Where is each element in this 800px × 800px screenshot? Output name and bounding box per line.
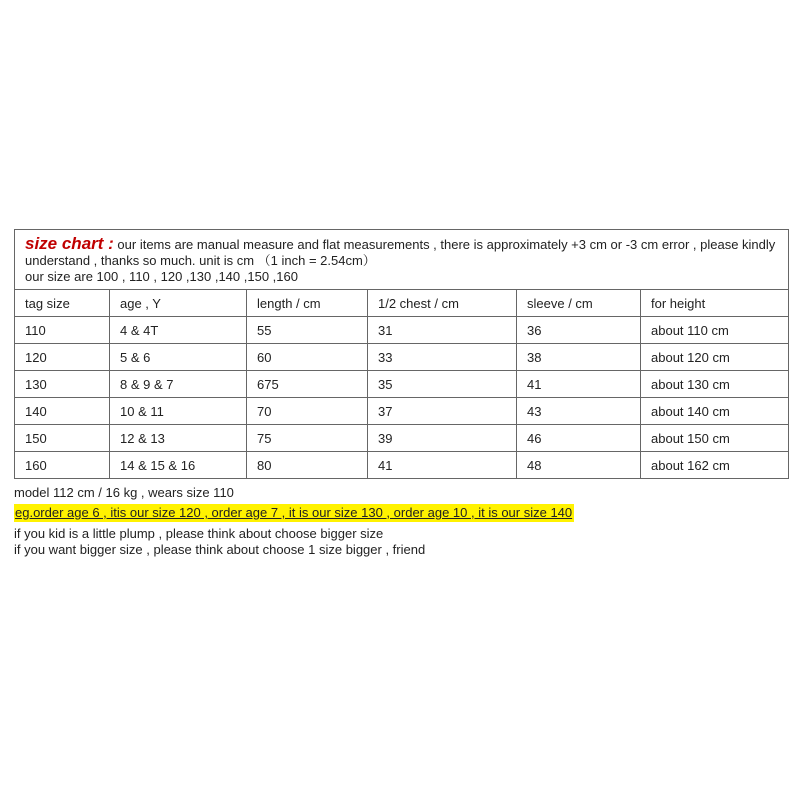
table-cell: 70 [247,398,368,425]
table-cell: 120 [15,344,110,371]
header-cell: for height [641,290,789,317]
table-row [15,398,789,425]
intro-cell [15,230,789,290]
table-cell: about 150 cm [641,425,789,452]
table-cell: 55 [247,317,368,344]
table-cell: 110 [15,317,110,344]
table-cell: about 162 cm [641,452,789,479]
bigger-size-tip: if you want bigger size , please think about choose 1 size bigger , friend [14,542,426,557]
table-row [15,317,789,344]
intro-row [15,230,789,290]
table-cell: 14 & 15 & 16 [110,452,247,479]
size-chart-sheet [14,229,790,558]
table-cell: 8 & 9 & 7 [110,371,247,398]
size-chart-title: size chart : [25,234,114,253]
table-cell: 43 [517,398,641,425]
notes-section [14,485,790,558]
table-cell: about 120 cm [641,344,789,371]
table-row [15,371,789,398]
table-cell: 48 [517,452,641,479]
table-cell: 10 & 11 [110,398,247,425]
table-cell: 39 [368,425,517,452]
table-cell: 12 & 13 [110,425,247,452]
table-cell: about 140 cm [641,398,789,425]
table-cell: 35 [368,371,517,398]
header-cell: tag size [15,290,110,317]
table-cell: 160 [15,452,110,479]
table-cell: 150 [15,425,110,452]
intro-text: our items are manual measure and flat measurements , there is approximately +3 cm or -3 cm error , please kindly understand , thanks so much. unit is cm （1 inch = 2.54cm） [25,237,776,268]
table-cell: about 130 cm [641,371,789,398]
table-cell: 4 & 4T [110,317,247,344]
table-cell: 5 & 6 [110,344,247,371]
table-cell: 31 [368,317,517,344]
table-cell: 36 [517,317,641,344]
table-cell: 37 [368,398,517,425]
size-list-text: our size are 100 , 110 , 120 ,130 ,140 ,150 ,160 [25,269,298,284]
table-row [15,425,789,452]
table-cell: 38 [517,344,641,371]
table-cell: 130 [15,371,110,398]
table-cell: about 110 cm [641,317,789,344]
table-cell: 41 [517,371,641,398]
header-cell: sleeve / cm [517,290,641,317]
header-cell: length / cm [247,290,368,317]
header-row [15,290,789,317]
plump-tip: if you kid is a little plump , please think about choose bigger size [14,526,384,541]
table-cell: 140 [15,398,110,425]
table-cell: 675 [247,371,368,398]
order-example-note: eg.order age 6 , itis our size 120 , order age 7 , it is our size 130 , order age 10 , it is our size 140 [15,505,573,520]
header-cell: 1/2 chest / cm [368,290,517,317]
table-row [15,344,789,371]
table-cell: 60 [247,344,368,371]
model-note: model 112 cm / 16 kg , wears size 110 [14,485,234,500]
header-cell: age , Y [110,290,247,317]
table-cell: 46 [517,425,641,452]
table-cell: 80 [247,452,368,479]
table-row [15,452,789,479]
size-chart-table [14,229,789,479]
table-cell: 41 [368,452,517,479]
table-cell: 33 [368,344,517,371]
table-cell: 75 [247,425,368,452]
